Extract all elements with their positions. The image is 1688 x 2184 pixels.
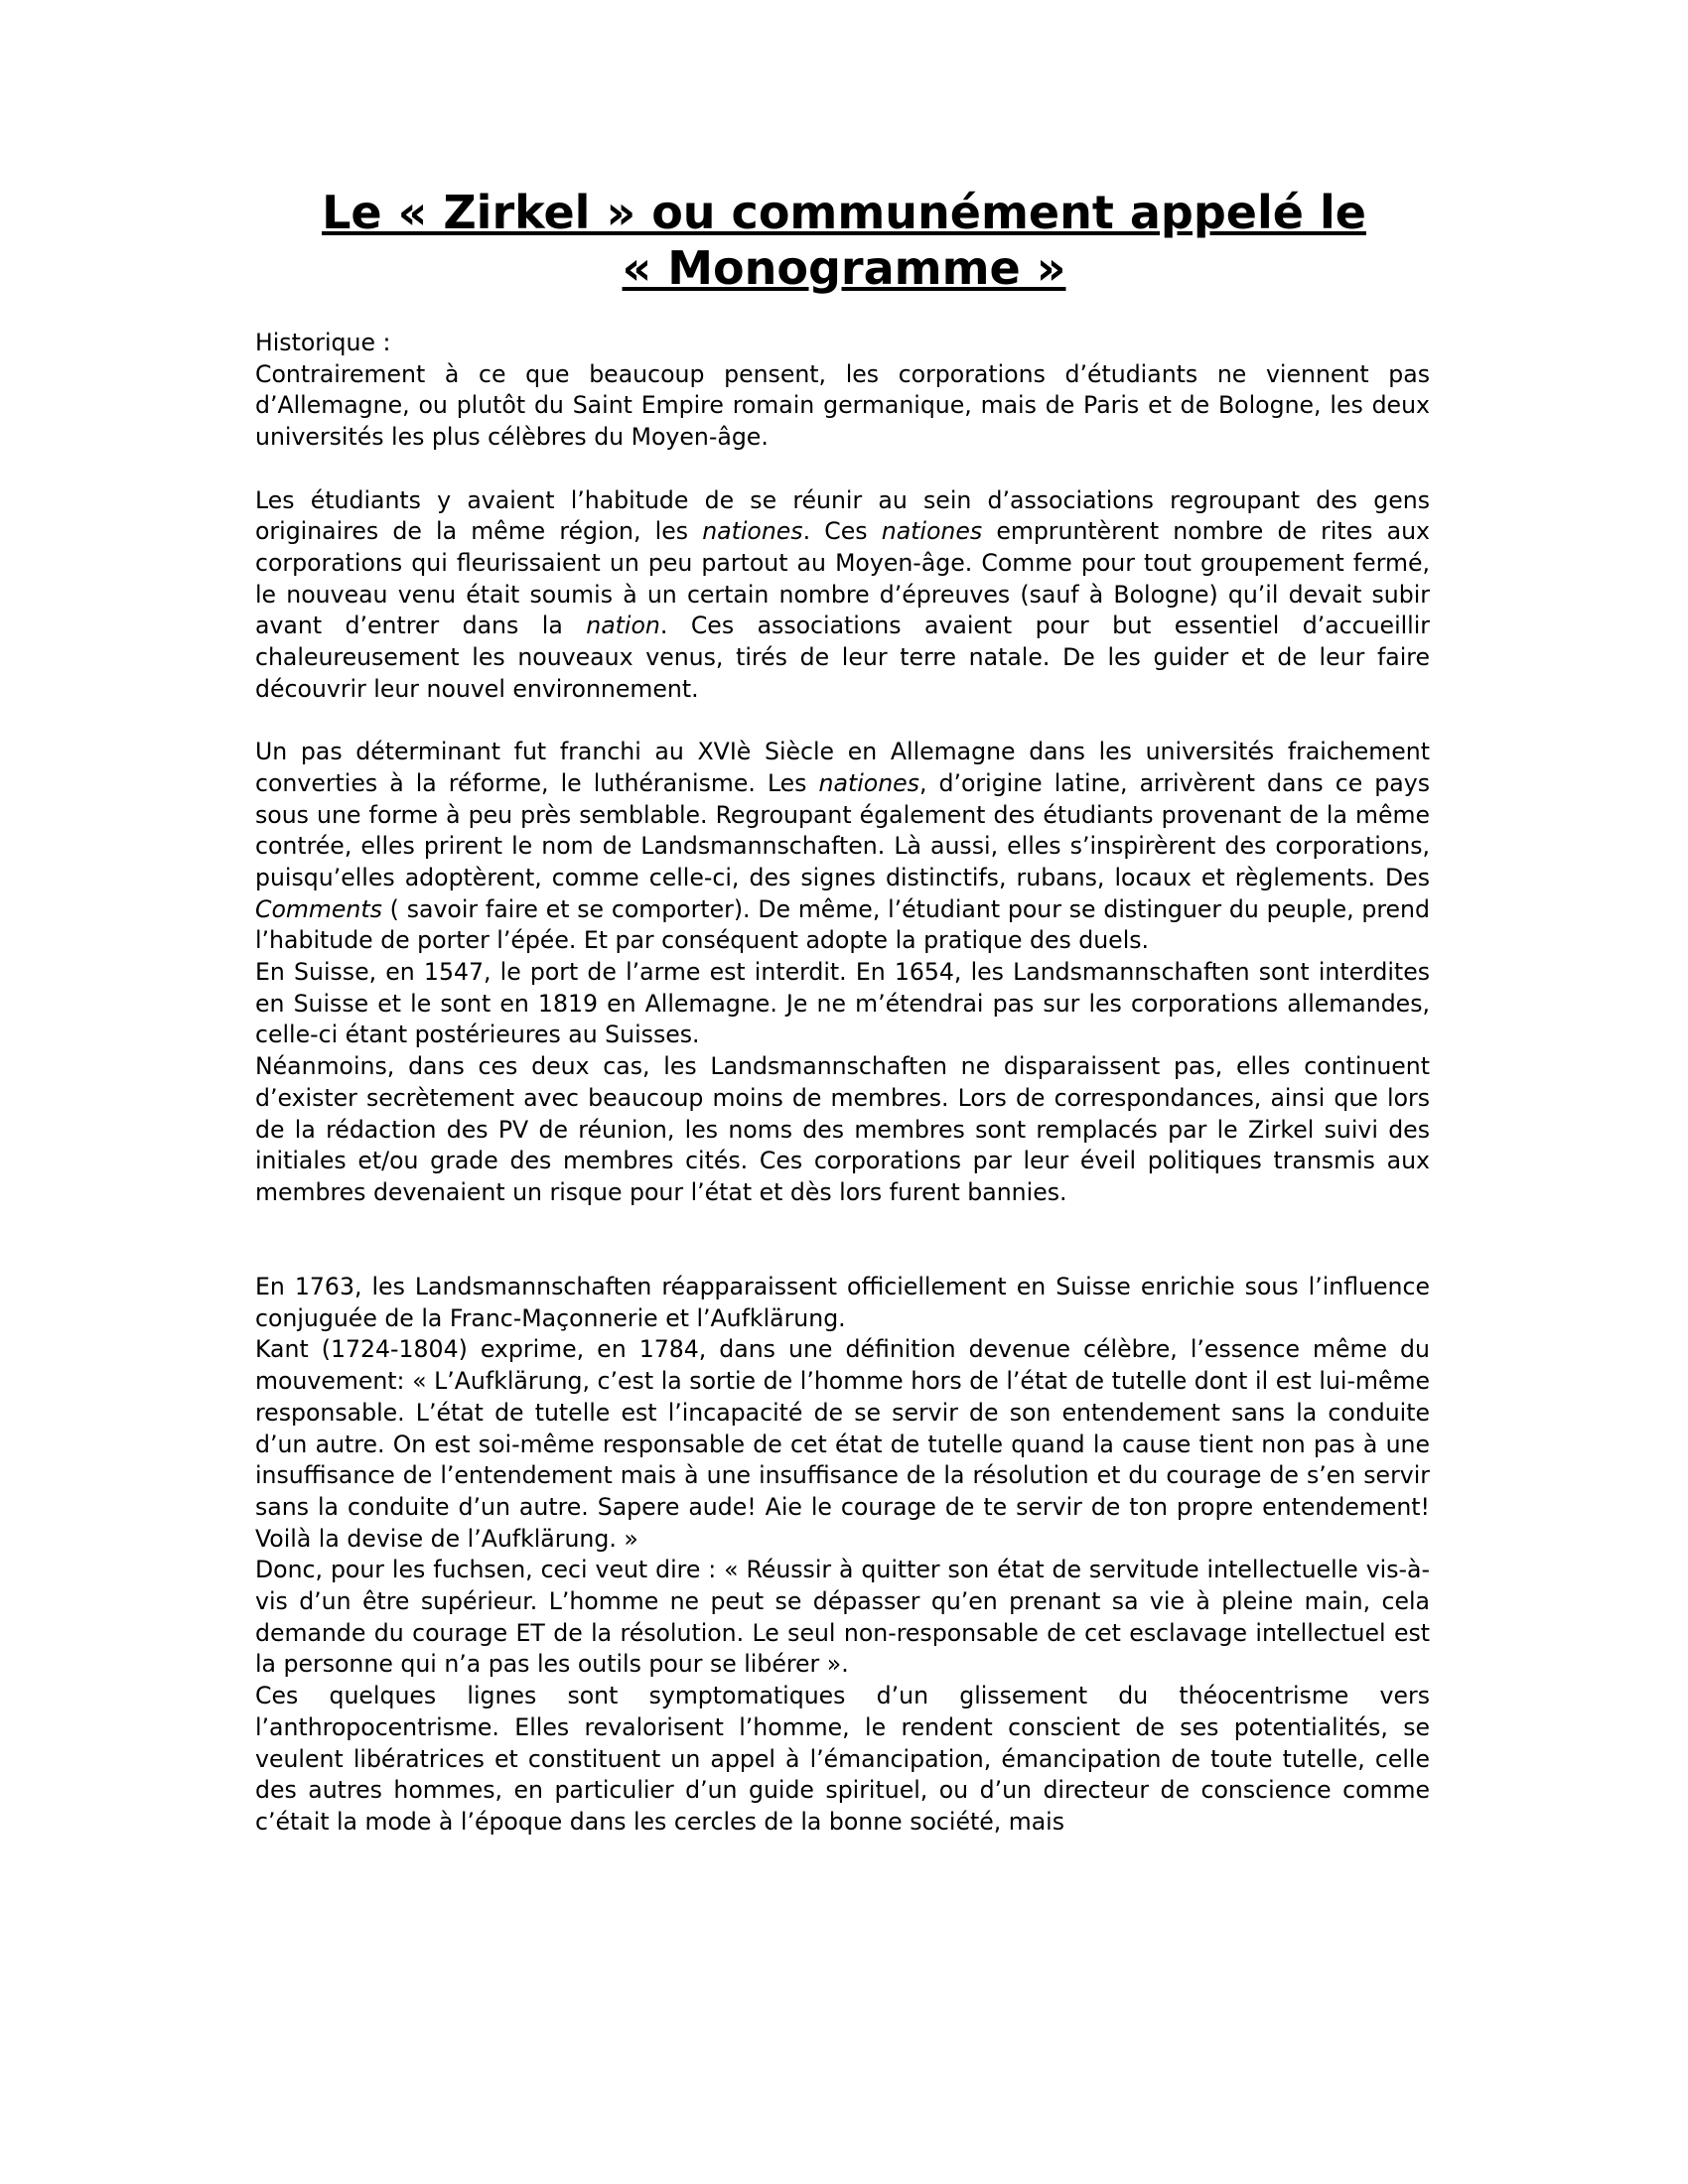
document-title	[199, 185, 1489, 296]
paragraph-gap	[255, 705, 1430, 737]
paragraph-6: En 1763, les Landsmannschaften réapparaissent officiellement en Suisse enrichie sous l’influence conjuguée de la Franc-Maçonnerie et l’Aufklärung.	[255, 1273, 1430, 1332]
title-line-1: Le « Zirkel » ou communément appelé le	[322, 186, 1366, 239]
paragraph-4: En Suisse, en 1547, le port de l’arme est interdit. En 1654, les Landsmannschaften sont interdites en Suisse et le sont en 1819 en Allemagne. Je ne m’étendrai pas sur les corporations allemandes, celle-ci étant postérieures au Suisses.	[255, 958, 1430, 1049]
paragraph-7: Kant (1724-1804) exprime, en 1784, dans une définition devenue célèbre, l’essence même du mouvement: « L’Aufklärung, c’est la sortie de l’homme hors de l’état de tutelle dont il est lui-même responsable. L’état de tutelle est l’incapacité de se servir de son entendement sans la conduite d’un autre. On est soi-même responsable de cet état de tutelle quand la cause tient non pas à une insuffisance de l’entendement mais à une insuffisance de la résolution et du courage de s’en servir sans la conduite d’un autre. Sapere aude! Aie le courage de te servir de ton propre entendement! Voilà la devise de l’Aufklärung. »	[255, 1335, 1430, 1553]
paragraph-9: Ces quelques lignes sont symptomatiques d’un glissement du théocentrisme vers l’anthropocentrisme. Elles revalorisent l’homme, le rendent conscient de ses potentialités, se veulent libératrices et constituent un appel à l’émancipation, émancipation de toute tutelle, celle des autres hommes, en particulier d’un guide spirituel, ou d’un directeur de conscience comme c’était la mode à l’époque dans les cercles de la bonne société, mais	[255, 1682, 1430, 1836]
paragraph-gap	[255, 1209, 1430, 1241]
title-line-2: « Monogramme »	[622, 241, 1066, 295]
paragraph-8: Donc, pour les fuchsen, ceci veut dire : « Réussir à quitter son état de servitude intellectuelle vis-à-vis d’un être supérieur. L’homme ne peut se dépasser qu’en prenant sa vie à pleine main, cela demande du courage ET de la résolution. Le seul non-responsable de cet esclavage intellectuel est la personne qui n’a pas les outils pour se libérer ».	[255, 1556, 1430, 1679]
section-label: Historique :	[255, 329, 391, 356]
document-body	[255, 328, 1430, 1839]
paragraph-gap	[255, 454, 1430, 485]
paragraph-2: Les étudiants y avaient l’habitude de se réunir au sein d’associations regroupant des gens originaires de la même région, les nationes. Ces nationes empruntèrent nombre de rites aux corporations qui fleurissaient un peu partout au Moyen-âge. Comme pour tout groupement fermé, le nouveau venu était soumis à un certain nombre d’épreuves (sauf à Bologne) qu’il devait subir avant d’entrer dans la nation. Ces associations avaient pour but essentiel d’accueillir chaleureusement les nouveaux venus, tirés de leur terre natale. De les guider et de leur faire découvrir leur nouvel environnement.	[255, 485, 1430, 703]
paragraph-5: Néanmoins, dans ces deux cas, les Landsmannschaften ne disparaissent pas, elles continuent d’exister secrètement avec beaucoup moins de membres. Lors de correspondances, ainsi que lors de la rédaction des PV de réunion, les noms des membres sont remplacés par le Zirkel suivi des initiales et/ou grade des membres cités. Ces corporations par leur éveil politiques transmis aux membres devenaient un risque pour l’état et dès lors furent bannies.	[255, 1052, 1430, 1206]
paragraph-gap	[255, 1240, 1430, 1272]
paragraph-3: Un pas déterminant fut franchi au XVIè Siècle en Allemagne dans les universités fraichement converties à la réforme, le luthéranisme. Les nationes, d’origine latine, arrivèrent dans ce pays sous une forme à peu près semblable. Regroupant également des étudiants provenant de la même contrée, elles prirent le nom de Landsmannschaften. Là aussi, elles s’inspirèrent des corporations, puisqu’elles adoptèrent, comme celle-ci, des signes distinctifs, rubans, locaux et règlements. Des Comments ( savoir faire et se comporter). De même, l’étudiant pour se distinguer du peuple, prend l’habitude de porter l’épée. Et par conséquent adopte la pratique des duels.	[255, 738, 1430, 955]
paragraph-1: Contrairement à ce que beaucoup pensent, les corporations d’étudiants ne viennent pas d’Allemagne, ou plutôt du Saint Empire romain germanique, mais de Paris et de Bologne, les deux universités les plus célèbres du Moyen-âge.	[255, 359, 1430, 452]
